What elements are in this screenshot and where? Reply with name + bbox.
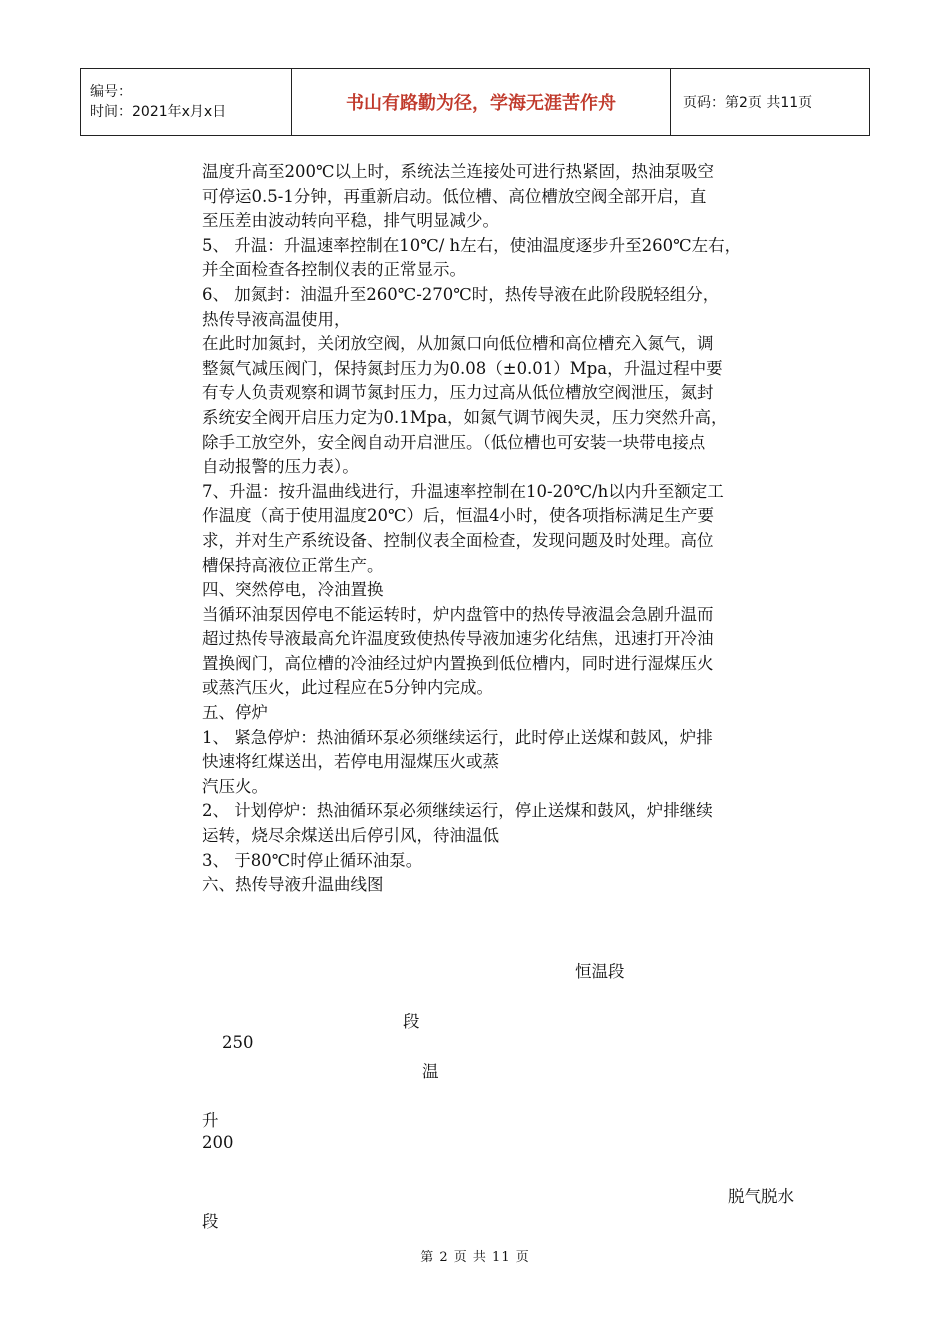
- text-line: 并全面检查各控制仪表的正常显示。: [202, 260, 466, 280]
- text-line: 运转，烧尽余煤送出后停引风，待油温低: [202, 826, 499, 846]
- text-line: 除手工放空外，安全阀自动开启泄压。（低位槽也可安装一块带电接点: [202, 432, 706, 452]
- temp-250-label: 250: [222, 1033, 254, 1052]
- text-line: 汽压火。: [202, 776, 268, 796]
- text-line: 超过热传导液最高允许温度致使热传导液加速劣化结焦，迅速打开冷油: [202, 629, 714, 649]
- text-line: 在此时加氮封，关闭放空阀，从加氮口向低位槽和高位槽充入氮气，调: [202, 334, 714, 354]
- text-line: 温度升高至200℃以上时，系统法兰连接处可进行热紧固，热油泵吸空: [202, 162, 714, 181]
- section-heading: 四、突然停电，冷油置换: [202, 580, 384, 600]
- text-line: 6、 加氮封：油温升至260℃-270℃时，热传导液在此阶段脱轻组分，: [202, 284, 720, 304]
- document-date: 时间：2021年x月x日: [90, 104, 227, 120]
- degas-dewater-label: 脱气脱水: [728, 1187, 794, 1206]
- text-line: 自动报警的压力表）。: [202, 457, 359, 477]
- header-page-info: 页码：第2页 共11页: [671, 69, 870, 136]
- text-line: 3、 于80℃时停止循环油泵。: [202, 850, 423, 870]
- text-line: 7、升温：按升温曲线进行，升温速率控制在10-20℃/h以内升至额定工: [202, 481, 724, 501]
- text-line: 作温度（高于使用温度20℃）后，恒温4小时，使各项指标满足生产要: [202, 506, 714, 526]
- text-line: 可停运0.5-1分钟，再重新启动。低位槽、高位槽放空阀全部开启，直: [202, 186, 707, 206]
- text-line: 5、 升温：升温速率控制在10℃/ h左右，使油温度逐步升至260℃左右，: [202, 235, 742, 255]
- temp-char-label: 温: [422, 1062, 439, 1081]
- rise-char-label: 升: [202, 1111, 219, 1130]
- header-meta: [81, 69, 292, 136]
- text-line: 有专人负责观察和调节氮封压力，压力过高从低位槽放空阀泄压，氮封: [202, 383, 714, 403]
- body-text: [202, 160, 812, 898]
- page-footer: 第 2 页 共 11 页: [420, 1250, 530, 1265]
- stage-char-label: 段: [403, 1012, 420, 1031]
- text-line: 快速将红煤送出，若停电用湿煤压火或蒸: [202, 752, 499, 772]
- temp-200-label: 200: [202, 1133, 234, 1152]
- section-heading: 六、热传导液升温曲线图: [202, 875, 384, 895]
- page-header: [80, 68, 870, 136]
- document-number-label: 编号：: [90, 84, 132, 100]
- text-line: 槽保持高液位正常生产。: [202, 555, 384, 575]
- text-line: 或蒸汽压火，此过程应在5分钟内完成。: [202, 678, 493, 698]
- text-line: 至压差由波动转向平稳，排气明显减少。: [202, 211, 499, 231]
- text-line: 1、 紧急停炉：热油循环泵必须继续运行，此时停止送煤和鼓风，炉排: [202, 727, 713, 747]
- text-line: 热传导液高温使用，: [202, 309, 351, 329]
- stage-char-label-lower: 段: [202, 1212, 219, 1231]
- text-line: 置换阀门，高位槽的冷油经过炉内置换到低位槽内，同时进行湿煤压火: [202, 653, 714, 673]
- text-line: 当循环油泵因停电不能运转时，炉内盘管中的热传导液温会急剧升温而: [202, 604, 714, 624]
- text-line: 求，并对生产系统设备、控制仪表全面检查，发现问题及时处理。高位: [202, 530, 714, 550]
- text-line: 2、 计划停炉：热油循环泵必须继续运行，停止送煤和鼓风，炉排继续: [202, 801, 713, 821]
- header-motto: 书山有路勤为径，学海无涯苦作舟: [292, 69, 671, 136]
- section-heading: 五、停炉: [202, 703, 268, 723]
- constant-temp-stage-label: 恒温段: [575, 962, 625, 981]
- text-line: 系统安全阀开启压力定为0.1Mpa，如氮气调节阀失灵，压力突然升高，: [202, 407, 728, 427]
- text-line: 整氮气减压阀门，保持氮封压力为0.08（±0.01）Mpa，升温过程中要: [202, 358, 723, 378]
